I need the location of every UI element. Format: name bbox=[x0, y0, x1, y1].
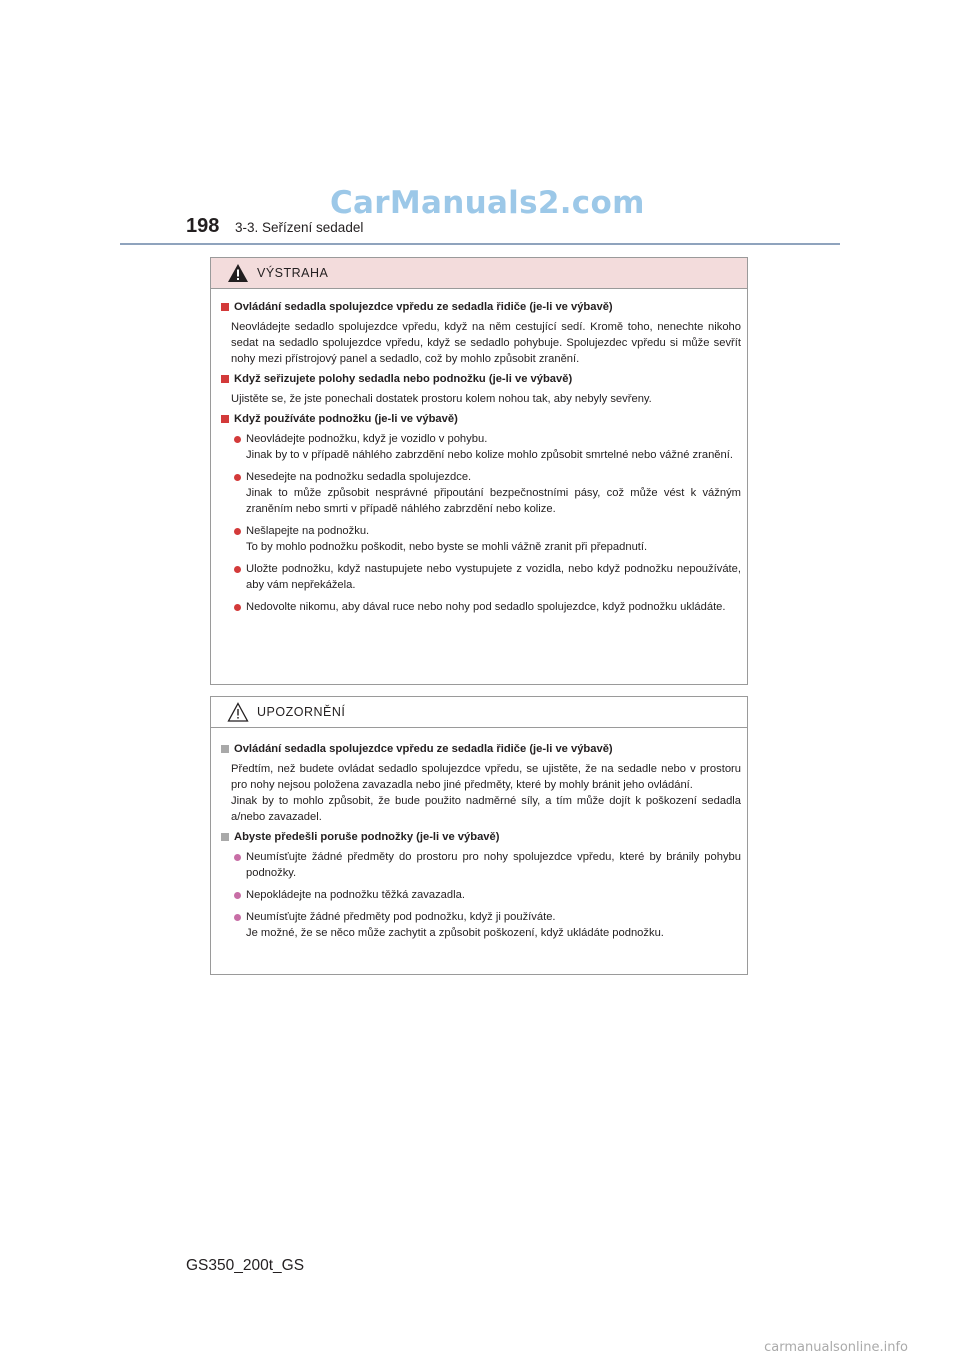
warning-triangle-icon bbox=[227, 263, 249, 283]
bullet-text: Nesedejte na podnožku sedadla spolujezdce. bbox=[246, 471, 472, 483]
notice-section-1 bbox=[221, 742, 741, 825]
watermark-logo: CarManuals2.com bbox=[330, 185, 645, 221]
warning-box bbox=[210, 257, 748, 685]
round-bullet-icon bbox=[234, 892, 241, 899]
round-bullet-icon bbox=[234, 854, 241, 861]
section-text: Ujistěte se, že jste ponechali dostatek prostoru kolem nohou tak, aby nebyly sevřeny. bbox=[231, 393, 652, 405]
list-item bbox=[221, 469, 741, 517]
list-item bbox=[221, 561, 741, 593]
round-bullet-icon bbox=[234, 528, 241, 535]
footer-watermark: carmanualsonline.info bbox=[764, 1340, 908, 1355]
list-item bbox=[221, 909, 741, 941]
round-bullet-icon bbox=[234, 436, 241, 443]
notice-section-2 bbox=[221, 830, 741, 941]
section-text: Předtím, než budete ovládat sedadlo spolujezdce vpředu, se ujistěte, že na sedadle nebo v prostoru pro nohy nejsou položena zavazadla nebo jiné předměty, které by mohly bránit jeho ovládání. bbox=[231, 763, 741, 791]
bullet-text: Jinak to může způsobit nesprávné připoutání bezpečnostními pásy, což může vést k vážným zraněním nebo smrti v případě náhlého zabrzdění nebo kolize. bbox=[246, 487, 741, 515]
section-heading: Když používáte podnožku (je-li ve výbavě) bbox=[234, 413, 458, 425]
list-item bbox=[221, 849, 741, 881]
round-bullet-icon bbox=[234, 566, 241, 573]
section-heading: Ovládání sedadla spolujezdce vpředu ze sedadla řidiče (je-li ve výbavě) bbox=[234, 301, 613, 313]
notice-title: UPOZORNĚNÍ bbox=[257, 705, 346, 719]
page-number: 198 bbox=[186, 215, 220, 237]
round-bullet-icon bbox=[234, 604, 241, 611]
square-bullet-icon bbox=[221, 303, 229, 311]
warning-section-1 bbox=[221, 300, 741, 367]
square-bullet-icon bbox=[221, 375, 229, 383]
bullet-text: Neumísťujte žádné předměty do prostoru pro nohy spolujezdce vpředu, které by bránily pohybu podnožky. bbox=[246, 851, 741, 879]
warning-section-2 bbox=[221, 372, 741, 407]
section-text: Neovládejte sedadlo spolujezdce vpředu, když na něm cestující sedí. Kromě toho, nenechte nikoho sedat na sedadlo spolujezdce vpředu, když se sedadlo pohybuje. Spolujezdec vpředu si může sevřít nohy mezi přístrojový panel a sedadlo, což by mohlo způsobit zranění. bbox=[231, 321, 741, 365]
bullet-text: Nepokládejte na podnožku těžká zavazadla. bbox=[246, 889, 465, 901]
bullet-text: To by mohlo podnožku poškodit, nebo byste se mohli vážně zranit při přepadnutí. bbox=[246, 541, 648, 553]
bullet-text: Je možné, že se něco může zachytit a způsobit poškození, když ukládáte podnožku. bbox=[246, 927, 664, 939]
section-title: 3-3. Seřízení sedadel bbox=[235, 220, 364, 235]
round-bullet-icon bbox=[234, 474, 241, 481]
bullet-text: Jinak by to v případě náhlého zabrzdění nebo kolize mohlo způsobit smrtelné nebo vážné zranění. bbox=[246, 449, 733, 461]
section-heading: Abyste předešli poruše podnožky (je-li ve výbavě) bbox=[234, 831, 500, 843]
bullet-text: Neumísťujte žádné předměty pod podnožku, když ji používáte. bbox=[246, 911, 556, 923]
caution-triangle-icon bbox=[227, 702, 249, 722]
square-bullet-icon bbox=[221, 415, 229, 423]
list-item bbox=[221, 887, 741, 903]
list-item bbox=[221, 431, 741, 463]
bullet-text: Neovládejte podnožku, když je vozidlo v pohybu. bbox=[246, 433, 488, 445]
round-bullet-icon bbox=[234, 914, 241, 921]
bullet-text: Nedovolte nikomu, aby dával ruce nebo nohy pod sedadlo spolujezdce, když podnožku ukládáte. bbox=[246, 601, 726, 613]
square-bullet-icon bbox=[221, 745, 229, 753]
model-code: GS350_200t_GS bbox=[186, 1257, 305, 1274]
notice-header bbox=[211, 697, 747, 728]
warning-title: VÝSTRAHA bbox=[257, 266, 329, 280]
section-text: Jinak by to mohlo způsobit, že bude použito nadměrné síly, a tím může dojít k poškození sedadla a/nebo zavazadel. bbox=[231, 795, 741, 823]
list-item bbox=[221, 523, 741, 555]
bullet-text: Uložte podnožku, když nastupujete nebo vystupujete z vozidla, nebo když podnožku nepoužíváte, aby vám nepřekážela. bbox=[246, 563, 741, 591]
warning-header bbox=[211, 258, 747, 289]
bullet-text: Nešlapejte na podnožku. bbox=[246, 525, 370, 537]
section-heading: Když seřizujete polohy sedadla nebo podnožku (je-li ve výbavě) bbox=[234, 373, 573, 385]
list-item bbox=[221, 599, 741, 615]
notice-box bbox=[210, 696, 748, 975]
section-heading: Ovládání sedadla spolujezdce vpředu ze sedadla řidiče (je-li ve výbavě) bbox=[234, 743, 613, 755]
warning-section-3 bbox=[221, 412, 741, 615]
square-bullet-icon bbox=[221, 833, 229, 841]
header-rule bbox=[120, 243, 840, 245]
